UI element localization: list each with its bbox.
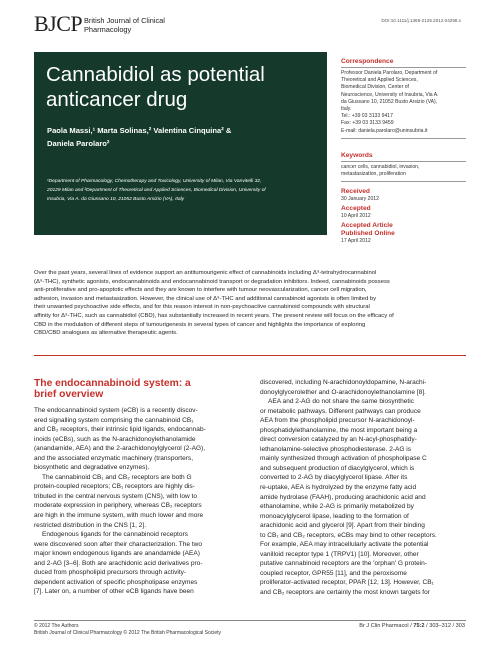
dates-block [341,188,466,246]
doi[interactable]: DOI:10.1111/j.1365-2125.2012.04298.x [381,18,461,23]
keywords-heading: Keywords [341,152,373,159]
keywords-block [341,152,466,184]
section-divider [34,355,466,356]
paragraph: Endogenous ligands for the cannabinoid receptors were discovered soon after their characterization. The two major known endogenous ligands are anandamide (AEA) and 2-AG [3–6]. Both are arachidonic acid derivatives pro- duced from phospholipid precursors through activity- dependent activation of specific phospholipase enzymes [7]. Later on, a number of other eCB ligands have been [34,531,203,596]
accepted-online-heading: Accepted Article Published Online [341,222,395,238]
paragraph: AEA and 2-AG do not share the same biosynthetic or metabolic pathways. Different pathways can produce AEA from the phospholipid precursor N-arachidonoyl- phosphatidylethanolamine, the most important being a direct conversion catalyzed by an N-acyl-phosphatidy- lethanolamine-selective phosphodiesterase. 2-AG is mainly synthesized through activation of phospholipase C and subsequent production of diacylglycerol, which is converted to 2-AG by diacylglycerol lipase. After its re-uptake, AEA is hydrolyzed by the enzyme fatty acid amide hydrolase (FAAH), producing arachidonic acid and ethanolamine, while 2-AG is primarily metabolized by monoacylglycerol lipase, leading to the formation of arachidonic acid and glycerol [9]. Apart from their binding to CB₁ and CB₂ receptors, eCBs may bind to other receptors. For example, AEA may intracellularly activate the potential vanilloid receptor type 1 (TRPV1) [10]. Moreover, other putative cannabinoid receptors are the 'orphan' G protein- coupled receptor, GPR55 [11], and the peroxisome proliferator-activated receptor, PPAR [12, 13]. However, CB₁ and CB₂ receptors are certainly the most known targets for [260,398,437,597]
paragraph: discovered, including N-arachidonoyldopamine, N-arachi- donoylglycerolether and O-arachidonoylethanolamine [8]. [260,379,427,396]
footer-rule [34,620,466,621]
paragraph: The endocannabinoid system (eCB) is a recently discov- ered signalling system comprising the cannabinoid CB₁ and CB₂ receptors, their intrinsic lipid ligands, endocannab- inoids (eCBs), such as the N-arachidonoylethanolamide (anandamide, AEA) and the 2-arachidonoylglycerol (2-AG), and the associated enzymatic machinery (transporters, biosynthetic and degradative enzymes). [34,407,206,472]
author-list: Paola Massi,¹ Marta Solinas,² Valentina Cinquina² & Daniela Parolaro² [47,126,232,148]
footer-citation: Br J Clin Pharmacol / 75:2 / 303–312 / 303 [359,623,465,629]
journal-header [34,13,234,37]
keywords-text: cancer cells, cannabidiol, invasion, metastasization, proliferation [341,164,420,178]
correspondence-email[interactable]: E-mail: daniela.parolaro@uninsubria.it [341,127,428,134]
correspondence-heading: Correspondence [341,58,394,65]
journal-logo: BJCP [34,11,83,36]
article-title: Cannabidiol as potential anticancer drug [46,63,265,111]
correspondence-block [341,58,466,141]
accepted-date: 10 April 2012 [341,213,371,220]
journal-name: British Journal of Clinical Pharmacology [84,16,165,34]
accepted-heading: Accepted [341,205,371,213]
body-column-left [34,378,240,597]
affiliations: ¹Department of Pharmacology, Chemotherapy and Toxicology, University of Milan, Via Vanvitelli 32, 20129 Milan and ²Department of Theoretical and Applied Sciences, Biomedical Division, University of Insubria, Via A. da Giussano 10, 21052 Busto Arsizio (VA), Italy [47,179,266,202]
correspondence-text: Professor Daniela Parolaro, Department of Theoretical and Applied Sciences, Biomedical Division, Center of Neuroscience, University of Insubria, Via A. da Giussano 10, 21052 Busto Arsizio (VA), Italy. Tel.: +39 03 3133 9417 Fax: +39 03 3133 9459 E-mail: daniela.parolaro@uninsubria.it [341,70,466,135]
section-heading: The endocannabinoid system: a brief overview [34,378,191,400]
abstract: Over the past years, several lines of evidence support an antitumourigenic effect of cannabinoids including Δ⁹-tetrahydrocannabinol (Δ⁹-THC), synthetic agonists, endocannabinoids and endocannabinoid transport or degradation inhibitors. Indeed, cannabinoids possess anti-proliferative and pro-apoptotic effects and they are known to interfere with tumour neovascularization, cancer cell migration, adhesion, invasion and metastasization. However, the clinical use of Δ⁹-THC and additional cannabinoid agonists is often limited by their unwanted psychoactive side effects, and for this reason interest in non-psychoactive cannabinoid compounds with structural affinity for Δ⁹-THC, such as cannabidiol (CBD), has substantially increased in recent years. The present review will focus on the efficacy of CBD in the modulation of different steps of tumourigenesis in several types of cancer and highlights the importance of exploring CBD/CBD analogues as alternative therapeutic agents. [34,270,394,337]
footer-copyright: © 2012 The Authors British Journal of Clinical Pharmacology © 2012 The British Pharmacological Society [34,623,222,636]
received-heading: Received [341,188,370,195]
body-column-right [260,378,466,598]
received-date: 30 January 2012 [341,196,379,202]
title-box [34,52,327,235]
accepted-online-date: 17 April 2012 [341,238,371,245]
page-number: 303 [455,623,465,629]
paragraph: The cannabinoid CB₁ and CB₂ receptors are both G protein-coupled receptors; CB₁ receptors are highly dis- tributed in the central nervous system (CNS), with low to moderate expression in periphery, whereas CB₂ receptors are high in the immune system, with much lower and more restricted distribution in the CNS [1, 2]. [34,473,204,529]
